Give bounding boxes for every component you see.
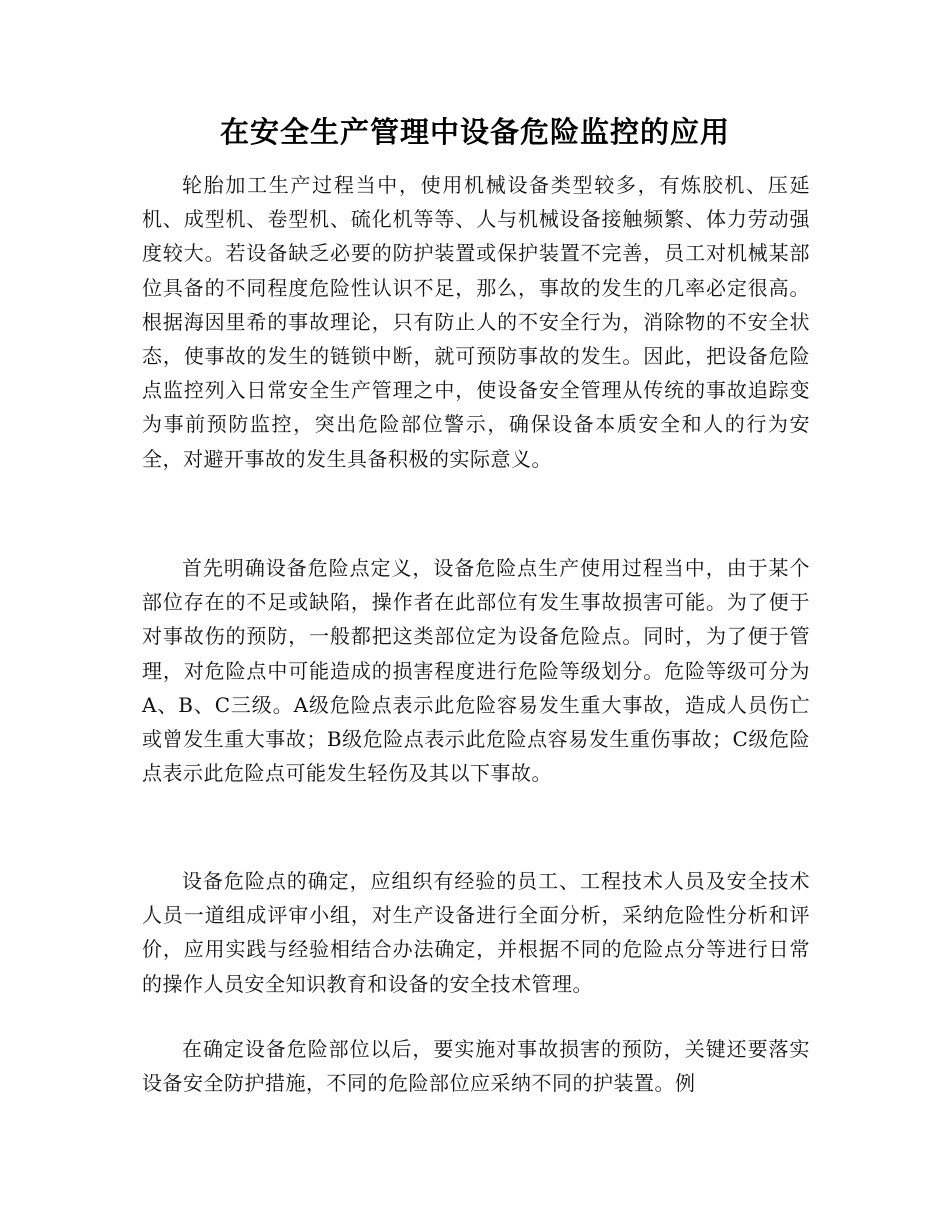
- paragraph-text: 在确定设备危险部位以后，要实施对事故损害的预防，关键还要落实设备安全防护措施，不同的危险部位应采纳不同的护装置。例: [142, 1037, 810, 1096]
- paragraph-text: 轮胎加工生产过程当中，使用机械设备类型较多，有炼胶机、压延机、成型机、卷型机、硫化机等等、人与机械设备接触频繁、体力劳动强度较大。若设备缺乏必要的防护装置或保护装置不完善，员工对机械某部位具备的不同程度危险性认识不足，那么，事故的发生的几率必定很高。根据海因里希的事故理论，只有防止人的不安全行为，消除物的不安全状态，使事故的发生的链锁中断，就可预防事故的发生。因此，把设备危险点监控列入日常安全生产管理之中，使设备安全管理从传统的事故追踪变为事前预防监控，突出危险部位警示，确保设备本质安全和人的行为安全，对避开事故的发生具备积极的实际意义。: [142, 173, 810, 471]
- document-title: 在安全生产管理中设备危险监控的应用: [219, 115, 730, 149]
- paragraph-text: 首先明确设备危险点定义，设备危险点生产使用过程当中，由于某个部位存在的不足或缺陷，操作者在此部位有发生事故损害可能。为了便于对事故伤的预防，一般都把这类部位定为设备危险点。同时，为了便于管理，对危险点中可能造成的损害程度进行危险等级划分。危险等级可分为A、B、C三级。A级危险点表示此危险容易发生重大事故，造成人员伤亡或曾发生重大事故；B级危险点表示此危险点容易发生重伤事故；C级危险点表示此危险点可能发生轻伤及其以下事故。: [142, 556, 810, 786]
- paragraph-text: 设备危险点的确定，应组织有经验的员工、工程技术人员及安全技术人员一道组成评审小组，对生产设备进行全面分析，采纳危险性分析和评价，应用实践与经验相结合办法确定，并根据不同的危险点分等进行日常的操作人员安全知识教育和设备的安全技术管理。: [142, 869, 810, 996]
- paragraph-1: [142, 168, 810, 476]
- paragraph-3: [142, 864, 810, 1001]
- paragraph-2: [142, 551, 810, 790]
- paragraph-4: [142, 1032, 810, 1100]
